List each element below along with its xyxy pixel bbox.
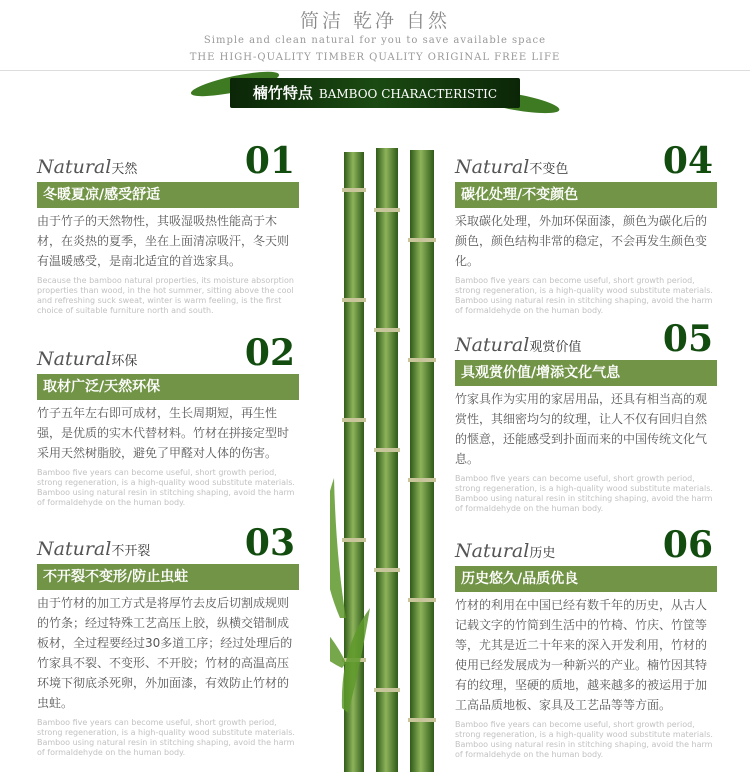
natural-label: Natural	[455, 334, 530, 356]
section-description-en: Bamboo five years can become useful, short growth period, strong regeneration, is a high-quality wood substitute materials. Bamboo using natural resin in stitching shaping, avoid the harm of formaldehyde on the human body.	[455, 276, 713, 315]
natural-label: Natural	[37, 156, 112, 178]
bamboo-stalk-middle	[374, 148, 400, 772]
feature-section-03	[37, 522, 299, 758]
section-description-cn: 采取碳化处理，外加环保面漆，颜色为碳化后的颜色，颜色结构非常的稳定，不会再发生颜色变化。	[455, 214, 708, 268]
section-number: 06	[662, 524, 713, 566]
bamboo-illustration	[330, 148, 450, 772]
section-heading	[455, 334, 581, 356]
section-description-cn: 竹材的利用在中国已经有数千年的历史，从古人记载文字的竹简到生活中的竹椅、竹庆、竹筐等等，尤其是近二十年来的深入开发利用，竹材的使用已经发展成为一种新兴的产业。楠竹因其特有的纹理，坚硬的质地，越来越多的被运用于加工高品质地板、家具及工艺品等等方面。	[455, 598, 708, 712]
section-category: 不变色	[529, 162, 569, 177]
section-heading	[455, 540, 555, 562]
section-title-bar: 不开裂不变形/防止虫蛀	[37, 564, 299, 590]
section-number: 02	[244, 332, 295, 374]
page-subtitle-secondary: THE HIGH-QUALITY TIMBER QUALITY ORIGINAL FREE LIFE	[189, 52, 561, 63]
section-heading	[37, 156, 137, 178]
natural-label: Natural	[455, 540, 530, 562]
feature-section-01	[37, 140, 299, 316]
section-number: 03	[244, 522, 295, 564]
section-banner	[190, 74, 560, 112]
section-description-en: Bamboo five years can become useful, short growth period, strong regeneration, is a high-quality wood substitute materials. Bamboo using natural resin in stitching shaping, avoid the harm of formaldehyde on the human body.	[455, 474, 713, 513]
section-description-en: Because the bamboo natural properties, its moisture absorption properties than wood, in the hot summer, sitting above the cool and refreshing suck sweat, winter is warm feeling, is the first choice of suitable furniture north and south.	[37, 276, 294, 315]
banner-title-cn: 楠竹特点	[252, 84, 313, 102]
section-description-cn: 竹子五年左右即可成材，生长周期短，再生性强，是优质的实木代替材料。竹材在拼接定型时采用天然树脂胶，避免了甲醛对人体的伤害。	[37, 406, 290, 460]
section-title-bar: 历史悠久/品质优良	[455, 566, 717, 592]
natural-label: Natural	[455, 156, 530, 178]
section-title-bar: 取材广泛/天然环保	[37, 374, 299, 400]
section-number: 04	[662, 140, 713, 182]
section-category: 天然	[111, 162, 138, 177]
natural-label: Natural	[37, 538, 112, 560]
page-title: 简洁 乾净 自然	[299, 10, 451, 32]
section-number: 01	[244, 140, 295, 182]
section-heading	[455, 156, 568, 178]
section-title-bar: 冬暖夏凉/感受舒适	[37, 182, 299, 208]
feature-section-02	[37, 332, 299, 508]
section-heading	[37, 348, 137, 370]
page-subtitle: Simple and clean natural for you to save available space	[203, 35, 547, 46]
section-heading	[37, 538, 150, 560]
feature-section-06	[455, 524, 717, 760]
section-title-bar: 具观赏价值/增添文化气息	[455, 360, 717, 386]
section-description-cn: 竹家具作为实用的家居用品，还具有相当高的观赏性，其细密均匀的纹理，让人不仅有回归自然的惬意，还能感受到扑面而来的中国传统文化气息。	[455, 392, 708, 466]
feature-section-04	[455, 140, 717, 316]
section-category: 历史	[529, 546, 556, 561]
section-category: 环保	[111, 354, 138, 369]
feature-section-05	[455, 318, 717, 514]
section-description-cn: 由于竹材的加工方式是将厚竹去皮后切割成规则的竹条；经过特殊工艺高压上胶，纵横交错制成板材，全过程要经过30多道工序；经过处理后的竹家具不裂、不变形、不开胶；竹材的高温高压环境下彻底杀死卵，外加面漆，有效防止竹材的虫蛀。	[37, 596, 293, 710]
section-description-en: Bamboo five years can become useful, short growth period, strong regeneration, is a high-quality wood substitute materials. Bamboo using natural resin in stitching shaping, avoid the harm of formaldehyde on the human body.	[37, 468, 295, 507]
header-divider	[0, 70, 750, 71]
section-number: 05	[662, 318, 713, 360]
section-description-cn: 由于竹子的天然物性，其吸湿吸热性能高于木材，在炎热的夏季，坐在上面清凉吸汗，冬天则有温暖感受，是南北适宜的首选家具。	[37, 214, 290, 268]
section-description-en: Bamboo five years can become useful, short growth period, strong regeneration, is a high-quality wood substitute materials. Bamboo using natural resin in stitching shaping, avoid the harm of formaldehyde on the human body.	[455, 720, 713, 759]
natural-label: Natural	[37, 348, 112, 370]
section-category: 观赏价值	[529, 340, 582, 355]
section-title-bar: 碳化处理/不变颜色	[455, 182, 717, 208]
bamboo-stalk-right	[408, 150, 436, 772]
banner-title-en: BAMBOO CHARACTERISTIC	[318, 87, 498, 101]
banner-label	[230, 78, 520, 108]
section-description-en: Bamboo five years can become useful, short growth period, strong regeneration, is a high-quality wood substitute materials. Bamboo using natural resin in stitching shaping, avoid the harm of formaldehyde on the human body.	[37, 718, 295, 757]
section-category: 不开裂	[111, 544, 151, 559]
